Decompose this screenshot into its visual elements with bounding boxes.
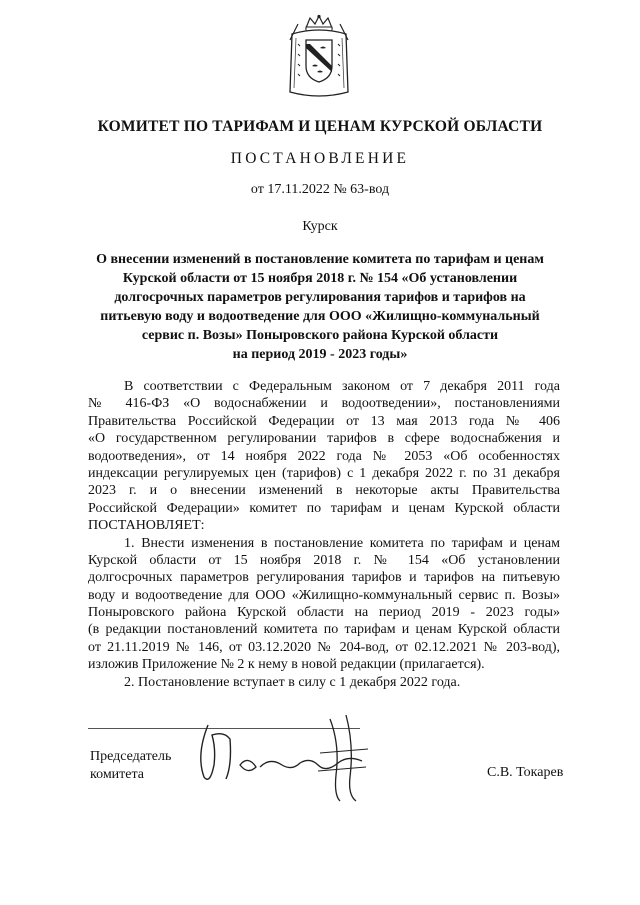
item1-line: 1. Внести изменения в постановление комитета по тарифам и ценам [124,535,560,551]
preamble-line: индексации регулируемых цен (тарифов) с 1 декабря 2022 г. по 31 декабря [88,465,560,481]
document-type: ПОСТАНОВЛЕНИЕ [230,150,410,167]
item1-line: Поныровского района Курской области на период 2019 - 2023 годы» [88,605,560,621]
organization-title: КОМИТЕТ ПО ТАРИФАМ И ЦЕНАМ КУРСКОЙ ОБЛАСТИ [97,118,543,135]
document-date-number: от 17.11.2022 № 63-вод [250,182,390,197]
preamble-line: «О государственном регулировании тарифов в сфере водоснабжения и [88,431,560,447]
item1-line: от 21.11.2019 № 146, от 03.12.2020 № 204-вод, от 02.12.2021 № 203-вод), [88,639,560,655]
item1-line: изложив Приложение № 2 к нему в новой редакции (прилагается). [88,657,485,673]
item2-line: 2. Постановление вступает в силу с 1 декабря 2022 года. [124,674,461,690]
signer-position-line: комитета [90,767,145,782]
document-body [88,378,560,691]
preamble-line: В соответствии с Федеральным законом от 7 декабря 2011 года [124,379,560,394]
item1-line: (в редакции постановлений комитета по тарифам и ценам Курской области [88,622,560,638]
subject-line: питьевую воду и водоотведение для ООО «Жилищно-коммунальный [100,309,540,324]
preamble-line: № 416-ФЗ «О водоснабжении и водоотведении», постановлениями [88,396,560,412]
subject-line: долгосрочных параметров регулирования тарифов и тарифов на [114,290,526,305]
coat-of-arms-icon [286,14,352,100]
item1-line: долгосрочных параметров регулирования тарифов и тарифов на питьевую [88,570,560,586]
signer-position-line: Председатель [90,749,172,764]
preamble-line: Правительства Российской Федерации от 13 мая 2013 года № 406 [88,413,560,429]
handwritten-signature [190,705,375,805]
subject-line: О внесении изменений в постановление комитета по тарифам и ценам [96,252,544,267]
signer-position [90,748,171,784]
item1-line: Курской области от 15 ноября 2018 г. № 154 «Об установлении [88,552,560,568]
document-city: Курск [302,219,338,234]
preamble-line: Российской Федерации» комитет по тарифам и ценам Курской области [88,500,560,516]
item1-line: воду и водоотведение для ООО «Жилищно-коммунальный сервис п. Возы» [88,587,560,603]
signer-name: С.В. Токарев [487,765,564,780]
subject-line: Курской области от 15 ноября 2018 г. № 154 «Об установлении [122,271,518,286]
document-subject [80,250,560,364]
subject-line: на период 2019 - 2023 годы» [232,347,408,362]
preamble-line: ПОСТАНОВЛЯЕТ: [88,518,205,534]
preamble-line: 2023 г. и о внесении изменений в некоторые акты Правительства [88,483,560,499]
subject-line: сервис п. Возы» Поныровского района Курской области [141,328,499,343]
preamble-line: водоотведения», от 14 ноября 2022 года № 2053 «Об особенностях [88,448,560,464]
